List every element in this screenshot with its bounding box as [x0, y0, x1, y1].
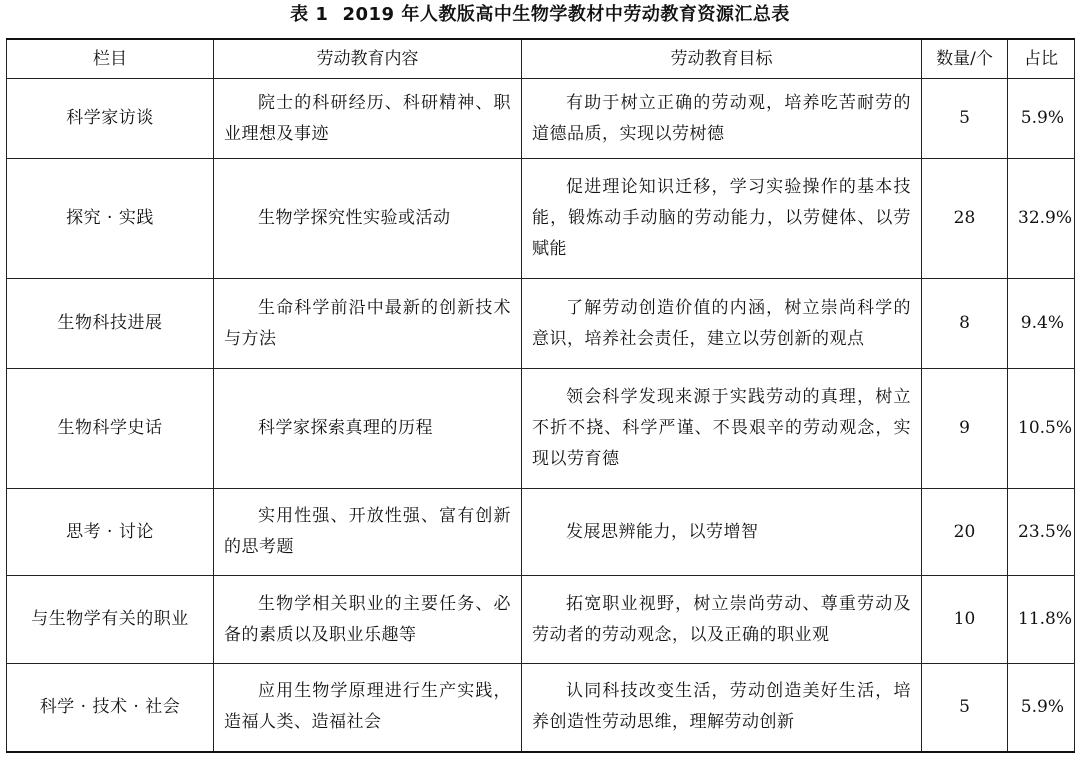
table-row: [7, 159, 1075, 279]
row-goal: 领会科学发现来源于实践劳动的真理，树立不折不挠、科学严谨、不畏艰辛的劳动观念，实现以劳育德: [522, 369, 922, 489]
row-count: 20: [922, 489, 1008, 576]
row-count: 28: [922, 159, 1008, 279]
row-ratio: 23.5%: [1008, 489, 1075, 576]
row-goal: 促进理论知识迁移，学习实验操作的基本技能，锻炼动手动脑的劳动能力，以劳健体、以劳赋能: [522, 159, 922, 279]
row-content: 应用生物学原理进行生产实践，造福人类、造福社会: [214, 664, 522, 752]
row-ratio: 5.9%: [1008, 79, 1075, 159]
table-title: 2019 年人教版高中生物学教材中劳动教育资源汇总表: [342, 4, 790, 25]
row-ratio: 10.5%: [1008, 369, 1075, 489]
row-column-name: 探究 · 实践: [7, 159, 214, 279]
header-count: 数量/个: [922, 39, 1008, 79]
header-content: 劳动教育内容: [214, 39, 522, 79]
row-goal: 拓宽职业视野，树立崇尚劳动、尊重劳动及劳动者的劳动观念，以及正确的职业观: [522, 576, 922, 664]
row-column-name: 生物科技进展: [7, 279, 214, 369]
row-count: 5: [922, 79, 1008, 159]
header-goal: 劳动教育目标: [522, 39, 922, 79]
header-column: 栏目: [7, 39, 214, 79]
table-row: [7, 664, 1075, 752]
table-row: [7, 279, 1075, 369]
table-row: [7, 576, 1075, 664]
row-goal: 了解劳动创造价值的内涵，树立崇尚科学的意识，培养社会责任，建立以劳创新的观点: [522, 279, 922, 369]
row-column-name: 与生物学有关的职业: [7, 576, 214, 664]
row-content: 生物学相关职业的主要任务、必备的素质以及职业乐趣等: [214, 576, 522, 664]
row-goal: 认同科技改变生活，劳动创造美好生活，培养创造性劳动思维，理解劳动创新: [522, 664, 922, 752]
row-column-name: 科学 · 技术 · 社会: [7, 664, 214, 752]
table-row: [7, 79, 1075, 159]
row-count: 5: [922, 664, 1008, 752]
table-caption: [0, 4, 1080, 26]
row-ratio: 11.8%: [1008, 576, 1075, 664]
row-goal: 有助于树立正确的劳动观，培养吃苦耐劳的道德品质，实现以劳树德: [522, 79, 922, 159]
row-goal: 发展思辨能力，以劳增智: [522, 489, 922, 576]
row-content: 生命科学前沿中最新的创新技术与方法: [214, 279, 522, 369]
row-content: 生物学探究性实验或活动: [214, 159, 522, 279]
row-ratio: 5.9%: [1008, 664, 1075, 752]
table-row: [7, 369, 1075, 489]
row-count: 8: [922, 279, 1008, 369]
row-count: 9: [922, 369, 1008, 489]
row-count: 10: [922, 576, 1008, 664]
table-number: 表 1: [290, 4, 329, 25]
header-row: [7, 39, 1075, 79]
header-ratio: 占比: [1008, 39, 1075, 79]
resource-summary-table: [6, 38, 1075, 753]
row-content: 院士的科研经历、科研精神、职业理想及事迹: [214, 79, 522, 159]
row-content: 实用性强、开放性强、富有创新的思考题: [214, 489, 522, 576]
row-content: 科学家探索真理的历程: [214, 369, 522, 489]
row-column-name: 生物科学史话: [7, 369, 214, 489]
table-row: [7, 489, 1075, 576]
row-ratio: 32.9%: [1008, 159, 1075, 279]
row-column-name: 科学家访谈: [7, 79, 214, 159]
row-ratio: 9.4%: [1008, 279, 1075, 369]
row-column-name: 思考 · 讨论: [7, 489, 214, 576]
